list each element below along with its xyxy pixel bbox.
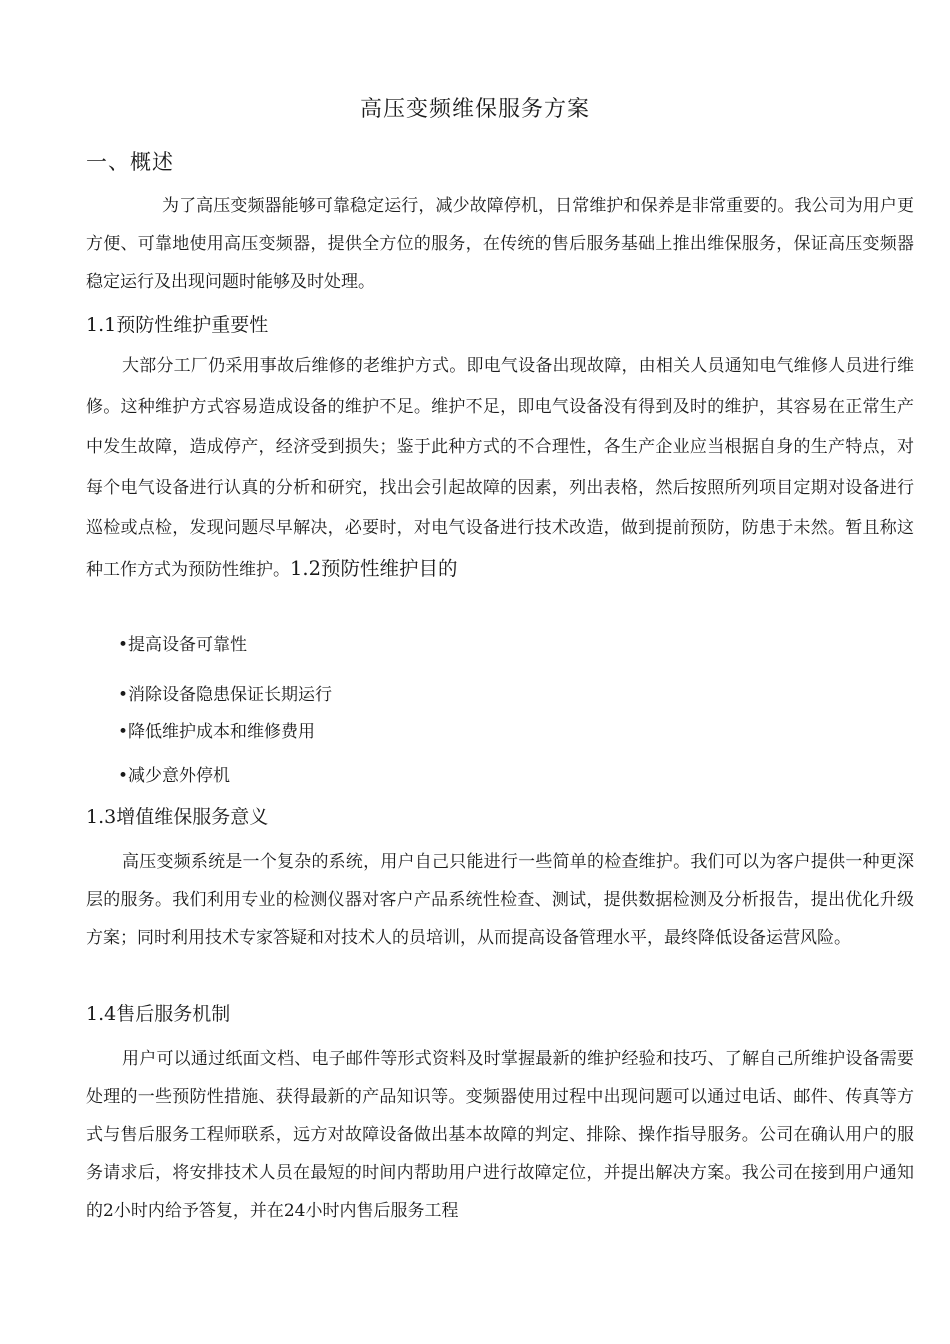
bullet-item: •降低维护成本和维修费用 [118, 722, 316, 742]
section-heading-1-3: 1.3增值维保服务意义 [86, 806, 269, 828]
bullet-item: •提高设备可靠性 [118, 635, 248, 655]
paragraph-text: 大部分工厂仍采用事故后维修的老维护方式。即电气设备出现故障，由相关人员通知电气维修人员进行维修。这种维护方式容易造成设备的维护不足。维护不足，即电气设备没有得到及时的维护，其容易在正常生产中发生故障，造成停产，经济受到损失；鉴于此种方式的不合理性，各生产企业应当根据自身的生产特点，对每个电气设备进行认真的分析和研究，找出会引起故障的因素，列出表格，然后按照所列项目定期对设备进行巡检或点检，发现问题尽早解决，必要时，对电气设备进行技术改造，做到提前预防，防患于未然。暂且称这种工作方式为预防性维护。 [86, 356, 914, 580]
after-sales-paragraph: 用户可以通过纸面文档、电子邮件等形式资料及时掌握最新的维护经验和技巧、了解自己所维护设备需要处理的一些预防性措施、获得最新的产品知识等。变频器使用过程中出现问题可以通过电话、邮件、传真等方式与售后服务工程师联系，远方对故障设备做出基本故障的判定、排除、操作指导服务。公司在确认用户的服务请求后，将安排技术人员在最短的时间内帮助用户进行故障定位，并提出解决方案。我公司在接到用户通知的2小时内给予答复，并在24小时内售后服务工程 [86, 1049, 914, 1221]
section-heading-1-2: 1.2预防性维护目的 [290, 556, 458, 580]
preventive-maintenance-paragraph [86, 346, 914, 590]
overview-paragraph: 为了高压变频器能够可靠稳定运行，减少故障停机，日常维护和保养是非常重要的。我公司为用户更方便、可靠地使用高压变频器，提供全方位的服务，在传统的售后服务基础上推出维保服务，保证高压变频器稳定运行及出现问题时能够及时处理。 [86, 196, 914, 292]
document-title: 高压变频维保服务方案 [359, 97, 590, 122]
bullet-item: •消除设备隐患保证长期运行 [118, 685, 333, 705]
section-heading-1-1: 1.1预防性维护重要性 [86, 314, 269, 336]
bullet-item: •减少意外停机 [118, 766, 231, 786]
value-added-service-paragraph: 高压变频系统是一个复杂的系统，用户自己只能进行一些简单的检查维护。我们可以为客户提供一种更深层的服务。我们利用专业的检测仪器对客户产品系统性检查、测试，提供数据检测及分析报告，提出优化升级方案；同时利用技术专家答疑和对技术人的员培训，从而提高设备管理水平，最终降低设备运营风险。 [86, 852, 914, 948]
section-heading-1-4: 1.4售后服务机制 [86, 1003, 231, 1025]
section-heading-overview: 一、概述 [86, 150, 174, 174]
